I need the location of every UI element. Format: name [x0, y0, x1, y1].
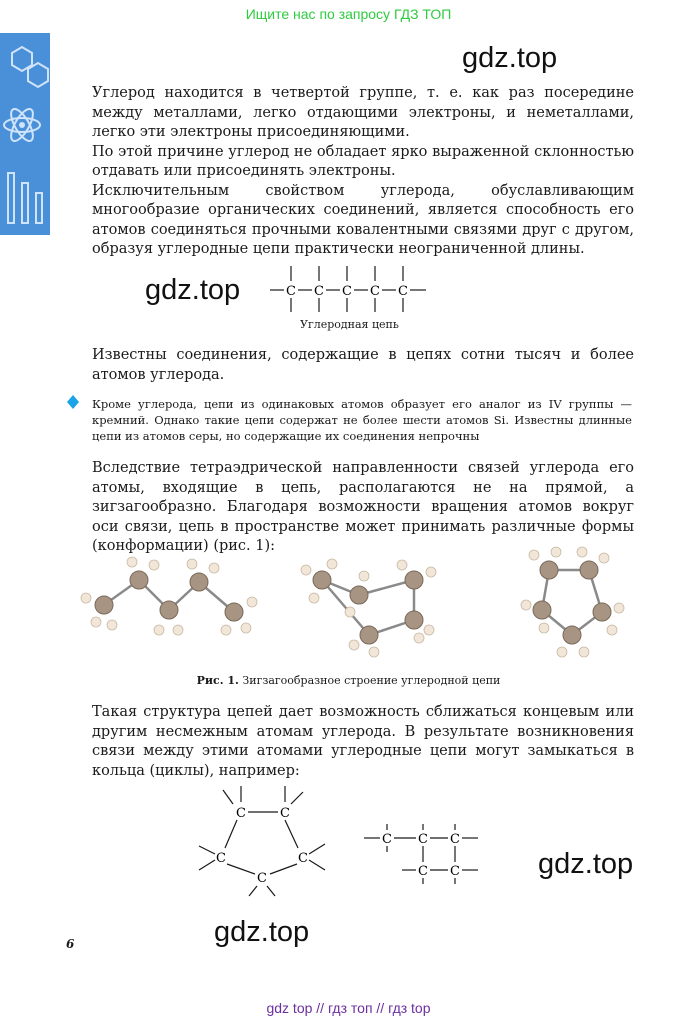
carbon-atom: C [286, 284, 296, 299]
paragraph-2: По этой причине углерод не обладает ярко выраженной склонностью отдавать или присоединять электроны. [92, 143, 634, 179]
carbon-atom: C [418, 864, 428, 879]
cyclopentane-diagram [195, 782, 335, 897]
carbon-atom: C [342, 284, 352, 299]
figure-caption-text: Зигзагообразное строение углеродной цепи [242, 674, 501, 687]
carbon-atom: C [398, 284, 408, 299]
carbon-atom: C [216, 851, 226, 866]
diamond-icon [66, 394, 80, 410]
cyclobutane-diagram [362, 822, 492, 884]
carbon-atom: C [314, 284, 324, 299]
carbon-atom: C [450, 864, 460, 879]
paragraph-3: Исключительным свойством углерода, обуславливающим многообразие органических соединений, является способность его атомов соединяться прочными ковалентными связями друг с другом, образуя углеродные цепи практически неограниченной длины. [92, 182, 634, 257]
watermark: gdz.top [214, 916, 310, 948]
paragraph-1: Углерод находится в четвертой группе, т. е. как раз посередине между металлами, легко отдающими электроны, и неметаллами, легко эти электроны присоединяющими. [92, 85, 634, 140]
paragraph-4: Известны соединения, содержащие в цепях сотни тысяч и более атомов углерода. [92, 347, 634, 383]
text-block-2 [92, 346, 634, 385]
conformations-figure [74, 540, 644, 665]
carbon-atom: C [382, 832, 392, 847]
figure-caption-label: Рис. 1. [196, 674, 239, 687]
science-icons [0, 33, 50, 235]
carbon-atom: C [298, 851, 308, 866]
note-block: Кроме углерода, цепи из одинаковых атомов образует его аналог из IV группы — кремний. Однако такие цепи содержат не более шести атомов Si. Известны длинные цепи из атомов серы, но содержащие их соединения непрочны [92, 397, 632, 443]
carbon-atom: C [280, 806, 290, 821]
watermark: gdz.top [462, 42, 558, 74]
carbon-atom: C [370, 284, 380, 299]
watermark: gdz.top [538, 848, 634, 880]
text-block-1 [92, 84, 634, 260]
carbon-atom: C [257, 871, 267, 886]
text-block-4 [92, 703, 634, 781]
carbon-chain-diagram [268, 260, 438, 316]
page-number: 6 [66, 937, 75, 951]
carbon-atom: C [236, 806, 246, 821]
chain-caption: Углеродная цепь [300, 318, 399, 331]
figure-caption [0, 674, 697, 687]
side-decoration [0, 33, 50, 235]
carbon-atom: C [450, 832, 460, 847]
top-banner: Ищите нас по запросу ГДЗ ТОП [245, 6, 452, 22]
carbon-atom: C [418, 832, 428, 847]
paragraph-5: Вследствие тетраэдрической направленности связей углерода его атомы, входящие в цепь, располагаются не на прямой, а зигзагообразно. Благодаря возможности вращения атомов вокруг оси связи, цепь в пространстве может принимать различные формы (конформации) (рис. 1): [92, 460, 634, 554]
footer-links: gdz top // гдз топ // гдз top [266, 1000, 431, 1016]
paragraph-6: Такая структура цепей дает возможность сближаться концевым или другим несмежным атомам углерода. В результате возникновения связи между этими атомами углеродные цепи могут замыкаться в кольца (циклы), например: [92, 704, 634, 779]
watermark: gdz.top [145, 274, 241, 306]
